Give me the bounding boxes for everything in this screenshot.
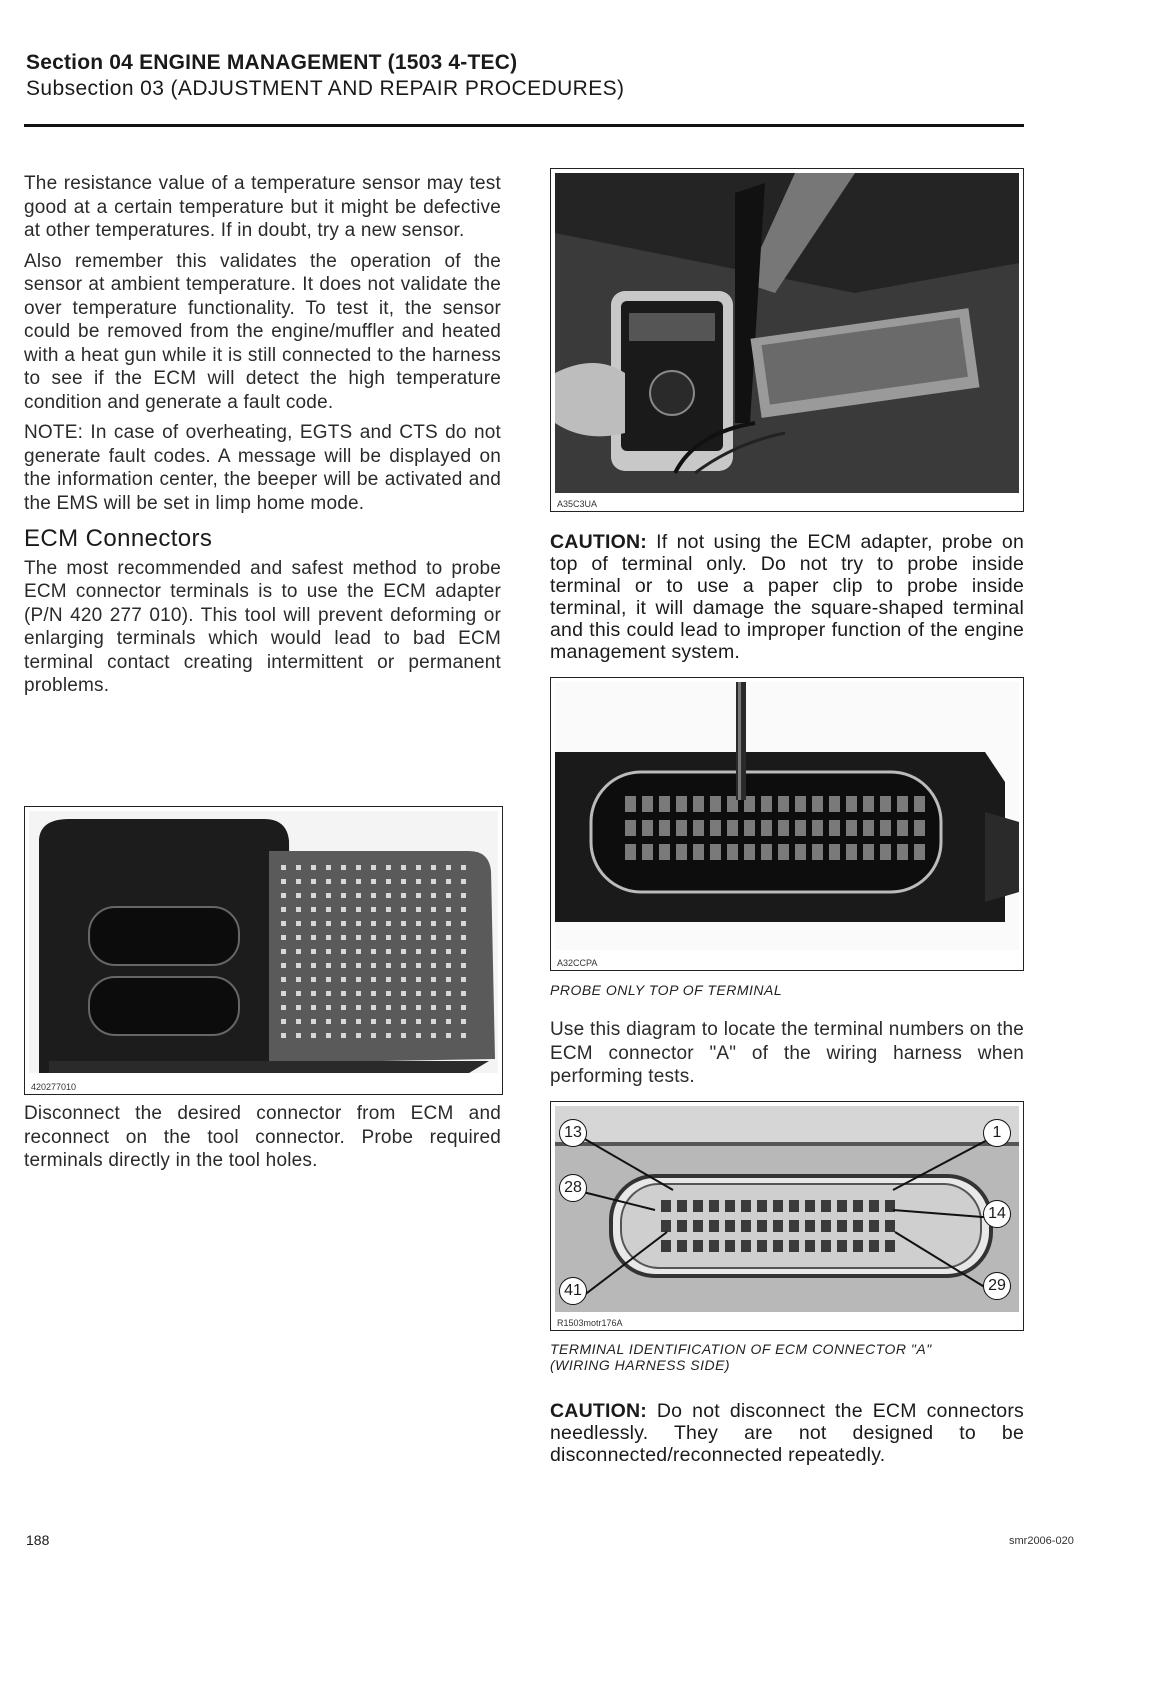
caption-line-2: (WIRING HARNESS SIDE) xyxy=(550,1357,731,1373)
caption-line-1: TERMINAL IDENTIFICATION OF ECM CONNECTOR "A" xyxy=(550,1341,932,1357)
figure-code-adapter: 420277010 xyxy=(31,1082,77,1092)
figure-code-multimeter: A35C3UA xyxy=(557,499,598,509)
ecm-adapter-photo xyxy=(29,811,498,1073)
figure-ecm-adapter xyxy=(24,806,503,1095)
subsection-title: Subsection 03 (ADJUSTMENT AND REPAIR PROCEDURES) xyxy=(26,77,625,100)
note-paragraph xyxy=(24,421,501,515)
terminal-identification-photo xyxy=(555,1106,1019,1312)
caution-probe xyxy=(550,531,1024,663)
terminal-id-pin-rows xyxy=(661,1200,895,1252)
page-number: 188 xyxy=(26,1532,50,1548)
left-column xyxy=(24,172,501,705)
figure-probe-terminal xyxy=(550,677,1024,971)
figure-terminal-identification xyxy=(550,1101,1024,1331)
paragraph-disconnect: Disconnect the desired connector from ECM and reconnect on the tool connector. Probe required terminals directly in the tool holes. xyxy=(24,1103,501,1171)
callout-41: 41 xyxy=(559,1277,587,1305)
caution2-label: CAUTION: xyxy=(550,1400,647,1422)
figure-code-terminal-id: R1503motr176A xyxy=(557,1318,623,1328)
caution-label: CAUTION: xyxy=(550,531,647,553)
note-text: In case of overheating, EGTS and CTS do not generate fault codes. A message will be displayed on the information center, the beeper will be activated and the EMS will be set in limp home mode. xyxy=(24,422,501,514)
callout-28: 28 xyxy=(559,1174,587,1202)
note-label: NOTE: xyxy=(24,422,84,443)
probe-terminal-photo xyxy=(555,682,1019,950)
multimeter-photo xyxy=(555,173,1019,493)
paragraph-temperature-sensor: The resistance value of a temperature sensor may test good at a certain temperature but it might be defective at other temperatures. If in doubt, try a new sensor. xyxy=(24,173,501,241)
paragraph-ecm-adapter: The most recommended and safest method to probe ECM connector terminals is to use the ECM adapter (P/N 420 277 010). This tool will prevent deforming or enlarging terminals which would lead to bad ECM terminal contact creating intermittent or permanent problems. xyxy=(24,557,501,696)
ecm-connectors-heading: ECM Connectors xyxy=(24,525,213,552)
caption-probe-only: PROBE ONLY TOP OF TERMINAL xyxy=(550,982,783,998)
paragraph-ambient-validation: Also remember this validates the operation of the sensor at ambient temperature. It does not validate the over temperature functionality. To test it, the sensor could be removed from the engine/muffler and heated with a heat gun while it is still connected to the harness to see if the ECM will detect the high temperature condition and generate a fault code. xyxy=(24,250,501,413)
header-rule xyxy=(24,124,1024,127)
caution-disconnect xyxy=(550,1400,1024,1466)
callout-13: 13 xyxy=(559,1119,587,1147)
callout-14: 14 xyxy=(983,1200,1011,1228)
document-code: smr2006-020 xyxy=(1009,1535,1074,1547)
figure-multimeter xyxy=(550,168,1024,512)
paragraph-diagram: Use this diagram to locate the terminal numbers on the ECM connector "A" of the wiring harness when performing tests. xyxy=(550,1019,1024,1087)
caution-text: If not using the ECM adapter, probe on top of terminal only. Do not try to probe inside terminal or to use a paper clip to probe inside terminal, it will damage the square-shaped terminal and this could lead to improper function of the engine management system. xyxy=(550,531,1024,663)
section-title: Section 04 ENGINE MANAGEMENT (1503 4-TEC) xyxy=(26,51,518,74)
callout-1: 1 xyxy=(983,1119,1011,1147)
callout-29: 29 xyxy=(983,1272,1011,1300)
caution2-text: Do not disconnect the ECM connectors needlessly. They are not designed to be disconnected/reconnected repeatedly. xyxy=(550,1400,1024,1466)
caption-terminal-identification xyxy=(550,1341,1024,1373)
figure-code-probe: A32CCPA xyxy=(557,958,598,968)
